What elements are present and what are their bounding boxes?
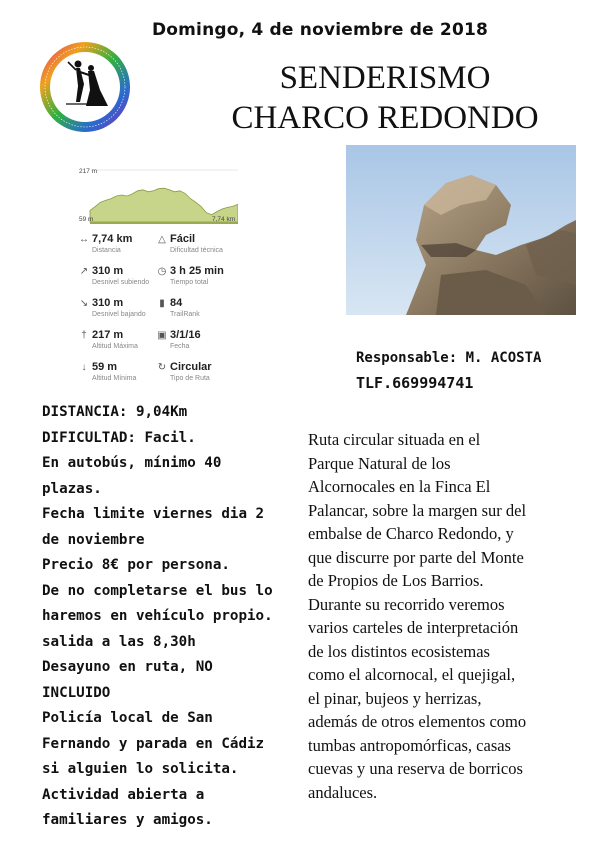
detail-line: DIFICULTAD: Facil.: [42, 429, 196, 446]
detail-line: familiares y amigos.: [42, 812, 213, 828]
description-line: Ruta circular situada en el: [308, 430, 481, 449]
stat-value: 59 m: [92, 361, 118, 373]
clock-icon: ◷: [157, 266, 167, 277]
stat-label: Dificultad técnica: [170, 247, 223, 254]
title-line-1: SENDERISMO: [279, 60, 491, 96]
event-date: Domingo, 4 de noviembre de 2018: [151, 20, 489, 40]
stat-label: Desnivel bajando: [92, 311, 146, 318]
title-line-2: CHARCO REDONDO: [231, 100, 539, 136]
stat-label: Altitud Máxima: [92, 343, 138, 350]
detail-line: si alguien lo solicita.: [42, 761, 239, 777]
min-altitude-icon: ↓: [81, 362, 87, 373]
stat-value: 310 m: [92, 265, 124, 277]
detail-line: Policía local de San: [42, 710, 213, 726]
responsible-person: Responsable: M. ACOSTA: [356, 350, 542, 366]
detail-line: plazas.: [42, 480, 102, 497]
stat-value: 3 h 25 min: [170, 265, 224, 277]
description-line: cuevas y una reserva de borricos: [308, 759, 523, 778]
elevation-profile-chart: [78, 164, 238, 230]
route-description: [308, 428, 588, 804]
description-line: Parque Natural de los: [308, 453, 451, 473]
stat-label: Desnivel subiendo: [92, 279, 150, 286]
detail-line: salida a las 8,30h: [42, 633, 196, 650]
detail-line: Fecha limite viernes dia 2: [42, 506, 265, 522]
description-line: Alcornocales en la Finca El: [308, 477, 491, 496]
detail-line: DISTANCIA: 9,04Km: [42, 404, 188, 420]
stat-label: Altitud Mínima: [92, 375, 137, 382]
detail-line: En autobús, mínimo 40: [42, 455, 222, 471]
description-line: de los distintos ecosistemas: [308, 641, 490, 661]
detail-line: Precio 8€ por persona.: [42, 557, 230, 573]
description-line: Durante su recorrido veremos: [308, 594, 505, 614]
description-line: además de otros elementos como: [308, 712, 527, 731]
description-line: embalse de Charco Redondo, y: [308, 524, 514, 543]
association-logo: [38, 40, 132, 134]
rock-formation-photo: [346, 145, 576, 315]
distance-icon: ↔: [79, 234, 89, 245]
event-details: [42, 400, 300, 834]
stat-value: Fácil: [170, 233, 196, 245]
stat-label: Tipo de Ruta: [170, 375, 210, 382]
calendar-icon: ▣: [157, 330, 167, 341]
stat-value: 84: [170, 297, 183, 309]
elevation-max-label: 217 m: [79, 168, 98, 175]
detail-line: Actividad abierta a: [42, 786, 205, 803]
description-line: como el alcornocal, el quejigal,: [308, 665, 516, 684]
stat-value: 217 m: [92, 329, 124, 341]
trailrank-icon: ▮: [159, 298, 165, 309]
stat-value: Circular: [170, 361, 212, 373]
description-line: varios carteles de interpretación: [308, 618, 519, 637]
stat-label: Fecha: [170, 343, 190, 350]
detail-line: de noviembre: [42, 531, 145, 548]
descent-icon: ↘: [79, 298, 89, 309]
description-line: tumbas antropomórficas, casas: [308, 735, 511, 755]
ascent-icon: ↗: [79, 266, 89, 277]
dancing-couple-logo-icon: [38, 40, 132, 134]
description-line: andaluces.: [308, 782, 378, 802]
difficulty-icon: △: [158, 234, 166, 245]
description-line: de Propios de Los Barrios.: [308, 571, 484, 590]
detail-line: De no completarse el bus lo: [42, 582, 273, 599]
detail-line: INCLUIDO: [42, 684, 111, 701]
description-line: Palancar, sobre la margen sur del: [308, 500, 527, 520]
loop-icon: ↻: [157, 362, 167, 373]
stat-value: 310 m: [92, 297, 124, 309]
stat-label: TrailRank: [170, 311, 200, 318]
description-line: el pinar, bujeos y herrizas,: [308, 688, 482, 708]
stat-value: 3/1/16: [170, 329, 201, 341]
detail-line: haremos en vehículo propio.: [42, 608, 273, 624]
phone-number: TLF.669994741: [356, 374, 474, 392]
max-altitude-icon: †: [81, 330, 87, 341]
detail-line: Desayuno en ruta, NO: [42, 659, 213, 675]
description-line: que discurre por parte del Monte: [308, 547, 524, 567]
route-stats-card: [70, 160, 245, 390]
stat-value: 7,74 km: [92, 233, 133, 245]
elevation-end-label: 7,74 km: [212, 216, 236, 223]
stat-label: Distancia: [92, 247, 121, 254]
stat-label: Tiempo total: [170, 279, 209, 286]
elevation-min-label: 59 m: [79, 216, 94, 223]
detail-line: Fernando y parada en Cádiz: [42, 735, 265, 752]
